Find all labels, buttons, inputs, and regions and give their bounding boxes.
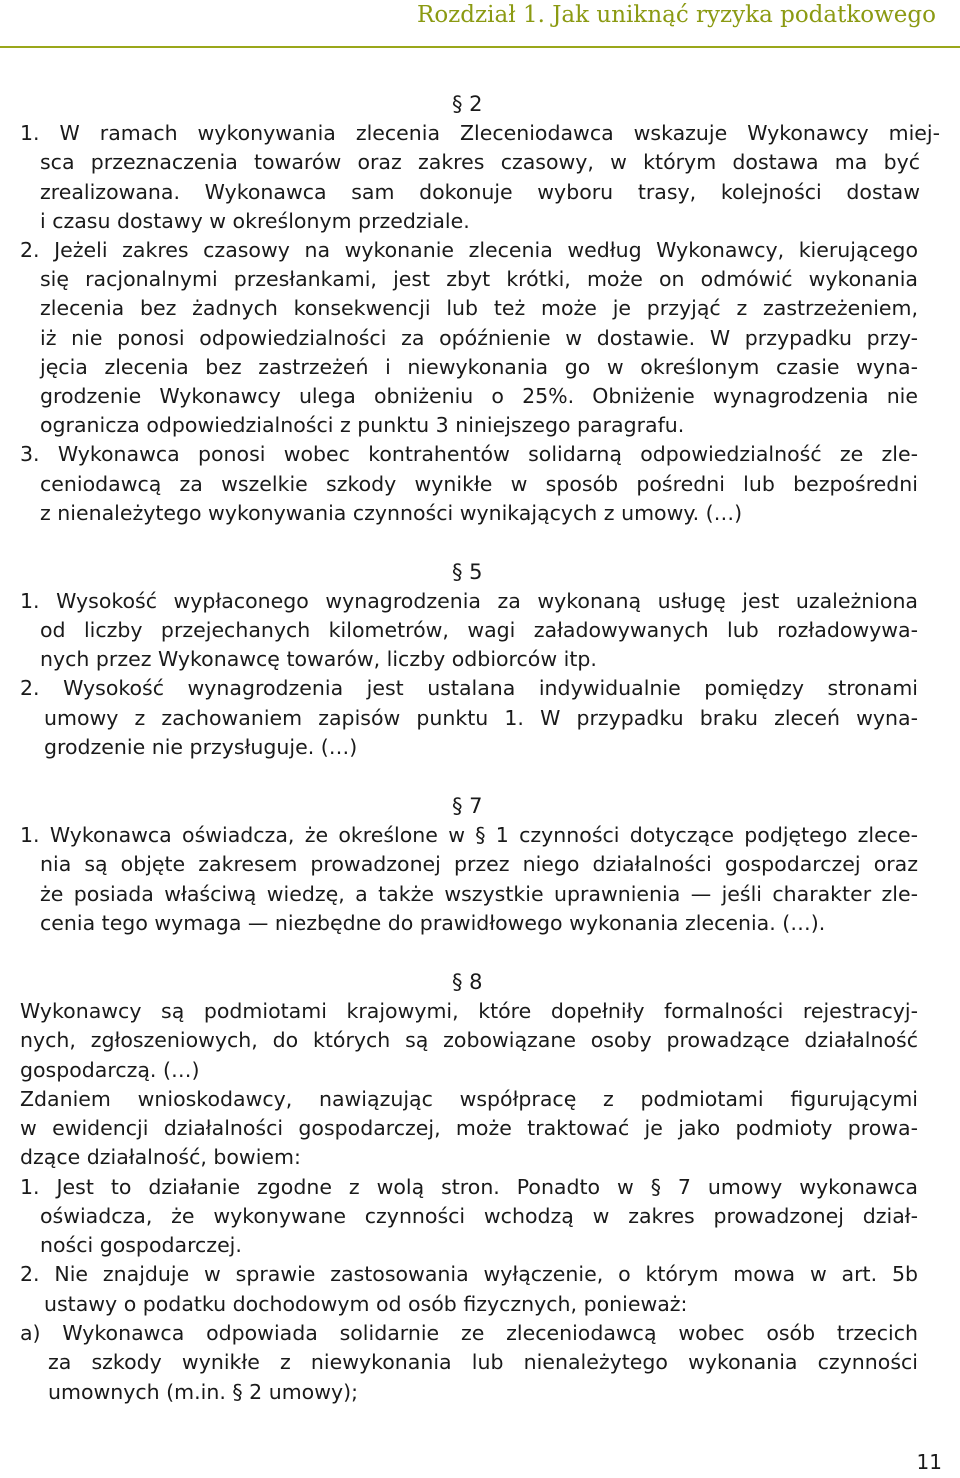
text-line: sca przeznaczenia towarów oraz zakres czasowy, w którym dostawa ma być <box>40 150 920 174</box>
text-line: 2. Nie znajduje w sprawie zastosowania wyłączenie, o którym mowa w art. 5b <box>20 1262 918 1286</box>
text-line: nia są objęte zakresem prowadzonej przez niego działalności gospodarczej oraz <box>40 852 918 876</box>
text-line: i czasu dostawy w określonym przedziale. <box>40 209 470 233</box>
section-heading: § 8 <box>452 970 483 994</box>
text-line: grodzenie nie przysługuje. (…) <box>44 735 358 759</box>
text-line: w ewidencji działalności gospodarczej, może traktować je jako podmioty prowa- <box>20 1116 918 1140</box>
text-line: się racjonalnymi przesłankami, jest zbyt krótki, może on odmówić wykonania <box>40 267 918 291</box>
text-line: 3. Wykonawca ponosi wobec kontrahentów solidarną odpowiedzialność ze zle- <box>20 442 918 466</box>
text-line: zrealizowana. Wykonawca sam dokonuje wyboru trasy, kolejności dostaw <box>40 180 920 204</box>
text-line: za szkody wynikłe z niewykonania lub nienależytego wykonania czynności <box>48 1350 918 1374</box>
text-line: 1. Wysokość wypłaconego wynagrodzenia za wykonaną usługę jest uzależniona <box>20 589 918 613</box>
text-line: że posiada właściwą wiedzę, a także wszystkie uprawnienia — jeśli charakter zle- <box>40 882 918 906</box>
text-line: z nienależytego wykonywania czynności wynikających z umowy. (…) <box>40 501 743 525</box>
text-line: 2. Jeżeli zakres czasowy na wykonanie zlecenia według Wykonawcy, kierującego <box>20 238 918 262</box>
text-line: cenia tego wymaga — niezbędne do prawidłowego wykonania zlecenia. (…). <box>40 911 826 935</box>
text-line: nych, zgłoszeniowych, do których są zobowiązane osoby prowadzące działalność <box>20 1028 918 1052</box>
text-line: 2. Wysokość wynagrodzenia jest ustalana indywidualnie pomiędzy stronami <box>20 676 918 700</box>
text-line: dzące działalność, bowiem: <box>20 1145 301 1169</box>
text-line: 1. Jest to działanie zgodne z wolą stron. Ponadto w § 7 umowy wykonawca <box>20 1175 918 1199</box>
text-line: ogranicza odpowiedzialności z punktu 3 niniejszego paragrafu. <box>40 413 685 437</box>
text-line: 1. W ramach wykonywania zlecenia Zleceniodawca wskazuje Wykonawcy miej- <box>20 121 940 145</box>
text-line: umownych (m.in. § 2 umowy); <box>48 1380 359 1404</box>
text-line: nych przez Wykonawcę towarów, liczby odbiorców itp. <box>40 647 597 671</box>
section-heading: § 7 <box>452 794 483 818</box>
section-heading: § 5 <box>452 560 483 584</box>
section-heading: § 2 <box>452 92 483 116</box>
text-line: umowy z zachowaniem zapisów punktu 1. W przypadku braku zleceń wyna- <box>44 706 918 730</box>
text-line: gospodarczą. (…) <box>20 1058 200 1082</box>
text-line: Zdaniem wnioskodawcy, nawiązując współpracę z podmiotami figurującymi <box>20 1087 918 1111</box>
text-line: ustawy o podatku dochodowym od osób fizycznych, ponieważ: <box>44 1292 688 1316</box>
text-line: od liczby przejechanych kilometrów, wagi załadowywanych lub rozładowywa- <box>40 618 918 642</box>
text-line: ceniodawcą za wszelkie szkody wynikłe w sposób pośredni lub bezpośredni <box>40 472 918 496</box>
text-line: jęcia zlecenia bez zastrzeżeń i niewykonania go w określonym czasie wyna- <box>40 355 918 379</box>
text-line: grodzenie Wykonawcy ulega obniżeniu o 25%. Obniżenie wynagrodzenia nie <box>40 384 918 408</box>
text-line: iż nie ponosi odpowiedzialności za opóźnienie w dostawie. W przypadku przy- <box>40 326 918 350</box>
text-line: a) Wykonawca odpowiada solidarnie ze zleceniodawcą wobec osób trzecich <box>20 1321 918 1345</box>
text-line: Wykonawcy są podmiotami krajowymi, które dopełniły formalności rejestracyj- <box>20 999 918 1023</box>
text-line: 1. Wykonawca oświadcza, że określone w § 1 czynności dotyczące podjętego zlece- <box>20 823 918 847</box>
page-number: 11 <box>916 1450 942 1474</box>
text-line: oświadcza, że wykonywane czynności wchodzą w zakres prowadzonej dział- <box>40 1204 918 1228</box>
text-line: ności gospodarczej. <box>40 1233 242 1257</box>
chapter-title: Rozdział 1. Jak uniknąć ryzyka podatkowego <box>417 2 936 28</box>
page-header <box>0 0 960 48</box>
text-line: zlecenia bez żadnych konsekwencji lub też może je przyjąć z zastrzeżeniem, <box>40 296 918 320</box>
